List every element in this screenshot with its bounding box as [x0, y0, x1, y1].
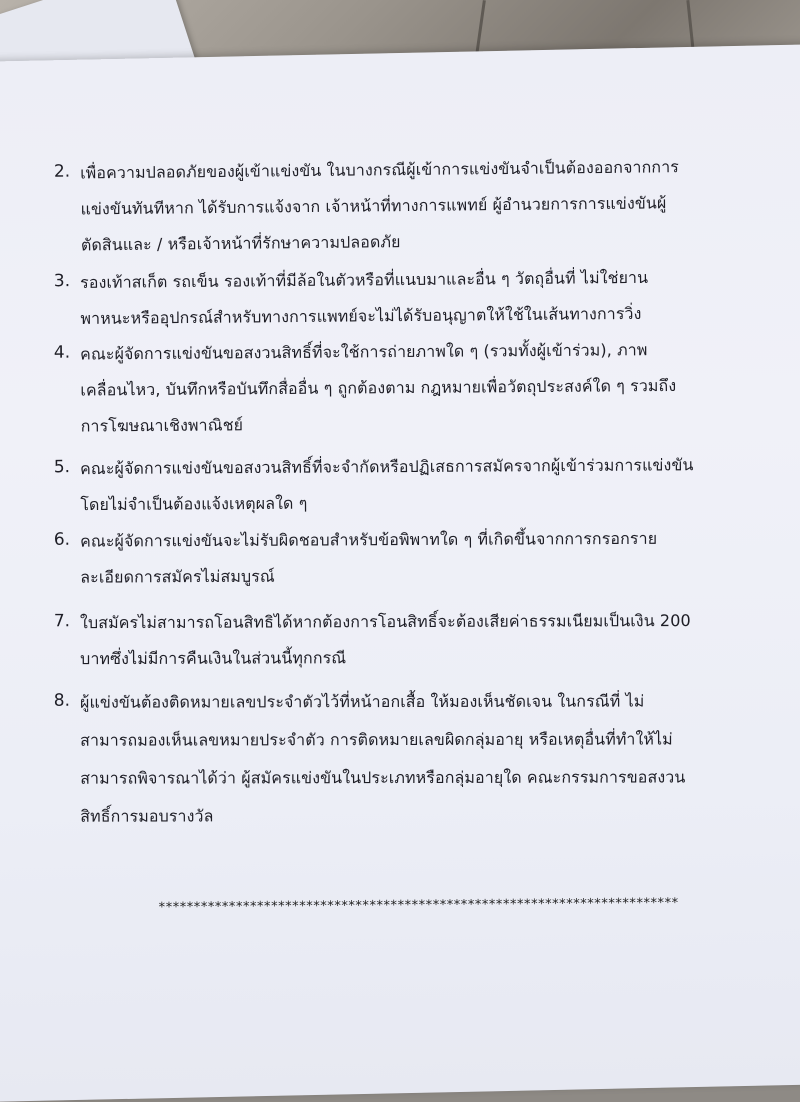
list-item: [30, 689, 790, 826]
list-item-number: 7.: [53, 611, 71, 632]
list-item-number: 3.: [53, 271, 71, 292]
list-item-text-line: การโฆษณาเชิงพาณิชย์: [80, 415, 244, 436]
list-item-number: 5.: [53, 457, 71, 478]
separator-line: **************************************************************************: [157, 895, 679, 916]
list-item-text-line: บาทซึ่งไม่มีการคืนเงินในส่วนนี้ทุกกรณี: [80, 648, 347, 669]
list-item-number: 4.: [53, 342, 71, 363]
list-item-text-line: คณะผู้จัดการแข่งขันขอสงวนสิทธิ์ที่จะจำกัดหรือปฏิเสธการสมัครจากผู้เข้าร่วมการแข่งขัน: [80, 455, 694, 479]
list-item-text-line: แข่งขันทันทีหาก ได้รับการแจ้งจาก เจ้าหน้าที่ทางการแพทย์ ผู้อำนวยการการแข่งขันผู้: [80, 193, 667, 219]
list-item-text-line: คณะผู้จัดการแข่งขันจะไม่รับผิดชอบสำหรับข้อพิพาทใด ๆ ที่เกิดขึ้นจากการกรอกราย: [80, 528, 658, 551]
list-item-number: 2.: [53, 161, 71, 182]
list-item-text-line: สามารถพิจารณาได้ว่า ผู้สมัครแข่งขันในประเภทหรือกลุ่มอายุใด คณะกรรมการขอสงวน: [80, 767, 686, 788]
list-item-text-line: เคลื่อนไหว, บันทึกหรือบันทึกสื่ออื่น ๆ ถูกต้องตาม กฎหมายเพื่อวัตถุประสงค์ใด ๆ รวมถึง: [80, 375, 677, 400]
list-item: [30, 609, 790, 669]
list-item-text-line: คณะผู้จัดการแข่งขันขอสงวนสิทธิ์ที่จะใช้การถ่ายภาพใด ๆ (รวมทั้งผู้เข้าร่วม), ภาพ: [80, 340, 648, 364]
list-item-text-line: ผู้แข่งขันต้องติดหมายเลขประจำตัวไว้ที่หน้าอกเสื้อ ให้มองเห็นชัดเจน ในกรณีที่ ไม่: [80, 691, 645, 712]
list-item-text-line: ใบสมัครไม่สามารถโอนสิทธิได้หากต้องการโอนสิทธิ์จะต้องเสียค่าธรรมเนียมเป็นเงิน 200: [80, 611, 691, 633]
list-item-text-line: สามารถมองเห็นเลขหมายประจำตัว การติดหมายเลขผิดกลุ่มอายุ หรือเหตุอื่นที่ทำให้ไม่: [80, 729, 673, 750]
list-item: [30, 453, 790, 515]
list-item-text-line: ละเอียดการสมัครไม่สมบูรณ์: [80, 566, 275, 587]
list-item-number: 6.: [53, 529, 71, 550]
list-item-text-line: ตัดสินและ / หรือเจ้าหน้าที่รักษาความปลอดภัย: [80, 232, 401, 255]
list-item-text-line: โดยไม่จำเป็นต้องแจ้งเหตุผลใด ๆ: [80, 493, 308, 515]
list-item: [30, 154, 790, 255]
list-item: [30, 265, 790, 328]
list-item-number: 8.: [53, 690, 71, 711]
list-item: [30, 526, 790, 587]
list-item-text-line: สิทธิ์การมอบรางวัล: [80, 806, 214, 826]
list-item-text-line: พาหนะหรืออุปกรณ์สำหรับทางการแพทย์จะไม่ได้รับอนุญาตให้ใช้ในเส้นทางการวิ่ง: [80, 303, 642, 328]
list-item: [30, 337, 790, 436]
list-item-text-line: รองเท้าสเก็ต รถเข็น รองเท้าที่มีล้อในตัวหรือที่แนบมาและอื่น ๆ วัตถุอื่นที่ ไม่ใช่ยาน: [80, 267, 649, 292]
list-item-text-line: เพื่อความปลอดภัยของผู้เข้าแข่งขัน ในบางกรณีผู้เข้าการแข่งขันจำเป็นต้องออกจากการ: [80, 157, 680, 183]
